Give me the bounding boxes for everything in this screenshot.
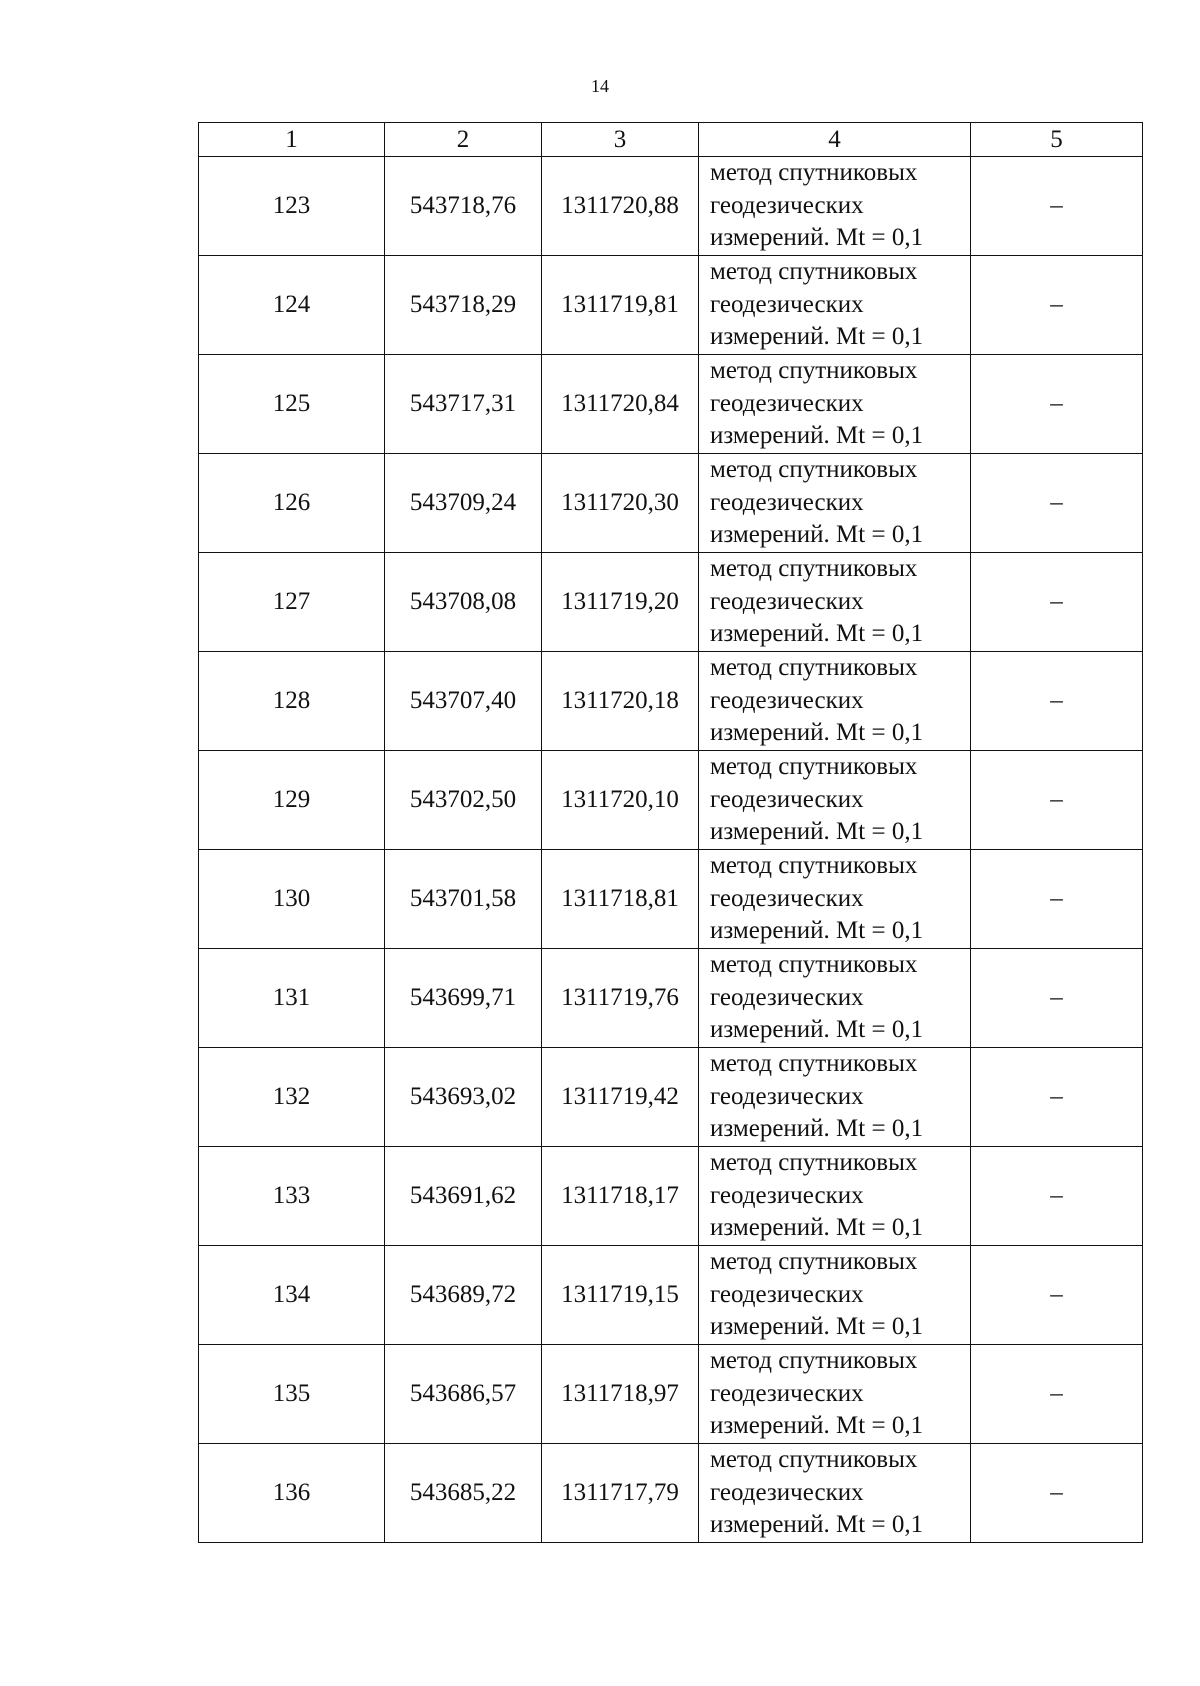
table-row: [199, 454, 1143, 553]
method-text-line: геодезических: [710, 191, 864, 219]
method-text-line: геодезических: [710, 389, 864, 417]
method-text-line: измерений. Mt = 0,1: [710, 620, 924, 648]
point-number-cell: 135: [199, 1345, 385, 1444]
method-text-line: метод спутниковых: [710, 555, 918, 583]
table-row: [199, 1345, 1143, 1444]
y-coordinate-cell: 1311719,42: [542, 1048, 699, 1147]
table-header: [199, 123, 1143, 157]
method-cell: [699, 850, 971, 949]
note-cell: –: [971, 850, 1143, 949]
method-text-line: измерений. Mt = 0,1: [710, 1115, 924, 1143]
point-number-cell: 128: [199, 652, 385, 751]
method-text-line: геодезических: [710, 884, 864, 912]
x-coordinate-cell: 543718,76: [385, 157, 542, 256]
point-number-cell: 134: [199, 1246, 385, 1345]
method-text-line: геодезических: [710, 488, 864, 516]
method-text-line: геодезических: [710, 1280, 864, 1308]
x-coordinate-cell: 543709,24: [385, 454, 542, 553]
y-coordinate-cell: 1311718,97: [542, 1345, 699, 1444]
method-cell: [699, 751, 971, 850]
method-text-line: метод спутниковых: [710, 1347, 918, 1375]
note-cell: –: [971, 1345, 1143, 1444]
y-coordinate-cell: 1311718,81: [542, 850, 699, 949]
point-number-cell: 125: [199, 355, 385, 454]
header-row: [199, 123, 1143, 157]
table-row: [199, 1147, 1143, 1246]
point-number-cell: 124: [199, 256, 385, 355]
method-text-line: метод спутниковых: [710, 1149, 918, 1177]
x-coordinate-cell: 543686,57: [385, 1345, 542, 1444]
note-cell: –: [971, 949, 1143, 1048]
column-header-5: 5: [971, 123, 1143, 157]
table-row: [199, 355, 1143, 454]
method-text-line: измерений. Mt = 0,1: [710, 719, 924, 747]
method-text-line: метод спутниковых: [710, 159, 918, 187]
note-cell: –: [971, 652, 1143, 751]
y-coordinate-cell: 1311718,17: [542, 1147, 699, 1246]
method-text-line: геодезических: [710, 983, 864, 1011]
x-coordinate-cell: 543718,29: [385, 256, 542, 355]
x-coordinate-cell: 543707,40: [385, 652, 542, 751]
method-text-line: измерений. Mt = 0,1: [710, 323, 924, 351]
method-text-line: метод спутниковых: [710, 1050, 918, 1078]
x-coordinate-cell: 543702,50: [385, 751, 542, 850]
method-cell: [699, 256, 971, 355]
method-cell: [699, 1048, 971, 1147]
point-number-cell: 136: [199, 1444, 385, 1543]
x-coordinate-cell: 543699,71: [385, 949, 542, 1048]
table-row: [199, 553, 1143, 652]
method-cell: [699, 355, 971, 454]
table-row: [199, 652, 1143, 751]
method-text-line: геодезических: [710, 1478, 864, 1506]
method-text-line: измерений. Mt = 0,1: [710, 917, 924, 945]
method-text-line: измерений. Mt = 0,1: [710, 422, 924, 450]
method-text-line: измерений. Mt = 0,1: [710, 818, 924, 846]
column-header-1: 1: [199, 123, 385, 157]
method-text-line: измерений. Mt = 0,1: [710, 1313, 924, 1341]
method-cell: [699, 949, 971, 1048]
column-header-3: 3: [542, 123, 699, 157]
method-text-line: геодезических: [710, 587, 864, 615]
note-cell: –: [971, 454, 1143, 553]
point-number-cell: 123: [199, 157, 385, 256]
method-text-line: измерений. Mt = 0,1: [710, 1511, 924, 1539]
method-cell: [699, 157, 971, 256]
note-cell: –: [971, 1048, 1143, 1147]
method-text-line: измерений. Mt = 0,1: [710, 1016, 924, 1044]
method-text-line: геодезических: [710, 1181, 864, 1209]
x-coordinate-cell: 543693,02: [385, 1048, 542, 1147]
point-number-cell: 129: [199, 751, 385, 850]
method-text-line: метод спутниковых: [710, 654, 918, 682]
note-cell: –: [971, 1147, 1143, 1246]
table-row: [199, 1444, 1143, 1543]
note-cell: –: [971, 1444, 1143, 1543]
method-text-line: измерений. Mt = 0,1: [710, 224, 924, 252]
method-cell: [699, 1444, 971, 1543]
point-number-cell: 127: [199, 553, 385, 652]
table-row: [199, 157, 1143, 256]
note-cell: –: [971, 751, 1143, 850]
method-text-line: геодезических: [710, 686, 864, 714]
table-row: [199, 949, 1143, 1048]
point-number-cell: 126: [199, 454, 385, 553]
table-body: [199, 157, 1143, 1543]
y-coordinate-cell: 1311719,81: [542, 256, 699, 355]
method-cell: [699, 454, 971, 553]
note-cell: –: [971, 256, 1143, 355]
method-text-line: метод спутниковых: [710, 951, 918, 979]
method-cell: [699, 553, 971, 652]
note-cell: –: [971, 157, 1143, 256]
x-coordinate-cell: 543701,58: [385, 850, 542, 949]
method-text-line: метод спутниковых: [710, 456, 918, 484]
method-text-line: измерений. Mt = 0,1: [710, 521, 924, 549]
method-cell: [699, 1345, 971, 1444]
method-text-line: метод спутниковых: [710, 1446, 918, 1474]
point-number-cell: 132: [199, 1048, 385, 1147]
table-row: [199, 1048, 1143, 1147]
method-text-line: метод спутниковых: [710, 1248, 918, 1276]
y-coordinate-cell: 1311720,30: [542, 454, 699, 553]
x-coordinate-cell: 543689,72: [385, 1246, 542, 1345]
point-number-cell: 130: [199, 850, 385, 949]
point-number-cell: 131: [199, 949, 385, 1048]
method-text-line: метод спутниковых: [710, 357, 918, 385]
method-cell: [699, 1246, 971, 1345]
x-coordinate-cell: 543685,22: [385, 1444, 542, 1543]
column-header-4: 4: [699, 123, 971, 157]
method-text-line: геодезических: [710, 1379, 864, 1407]
method-cell: [699, 1147, 971, 1246]
y-coordinate-cell: 1311719,76: [542, 949, 699, 1048]
note-cell: –: [971, 1246, 1143, 1345]
note-cell: –: [971, 553, 1143, 652]
table-row: [199, 850, 1143, 949]
x-coordinate-cell: 543708,08: [385, 553, 542, 652]
note-cell: –: [971, 355, 1143, 454]
y-coordinate-cell: 1311719,15: [542, 1246, 699, 1345]
y-coordinate-cell: 1311719,20: [542, 553, 699, 652]
table-row: [199, 256, 1143, 355]
method-text-line: геодезических: [710, 1082, 864, 1110]
method-text-line: метод спутниковых: [710, 852, 918, 880]
y-coordinate-cell: 1311720,88: [542, 157, 699, 256]
method-cell: [699, 652, 971, 751]
page-number: 14: [591, 76, 609, 96]
method-text-line: метод спутниковых: [710, 753, 918, 781]
y-coordinate-cell: 1311720,18: [542, 652, 699, 751]
coordinates-table: [198, 122, 1143, 1543]
method-text-line: измерений. Mt = 0,1: [710, 1214, 924, 1242]
column-header-2: 2: [385, 123, 542, 157]
table-row: [199, 751, 1143, 850]
x-coordinate-cell: 543691,62: [385, 1147, 542, 1246]
y-coordinate-cell: 1311720,10: [542, 751, 699, 850]
method-text-line: геодезических: [710, 290, 864, 318]
y-coordinate-cell: 1311720,84: [542, 355, 699, 454]
table-row: [199, 1246, 1143, 1345]
method-text-line: измерений. Mt = 0,1: [710, 1412, 924, 1440]
x-coordinate-cell: 543717,31: [385, 355, 542, 454]
method-text-line: метод спутниковых: [710, 258, 918, 286]
method-text-line: геодезических: [710, 785, 864, 813]
y-coordinate-cell: 1311717,79: [542, 1444, 699, 1543]
point-number-cell: 133: [199, 1147, 385, 1246]
